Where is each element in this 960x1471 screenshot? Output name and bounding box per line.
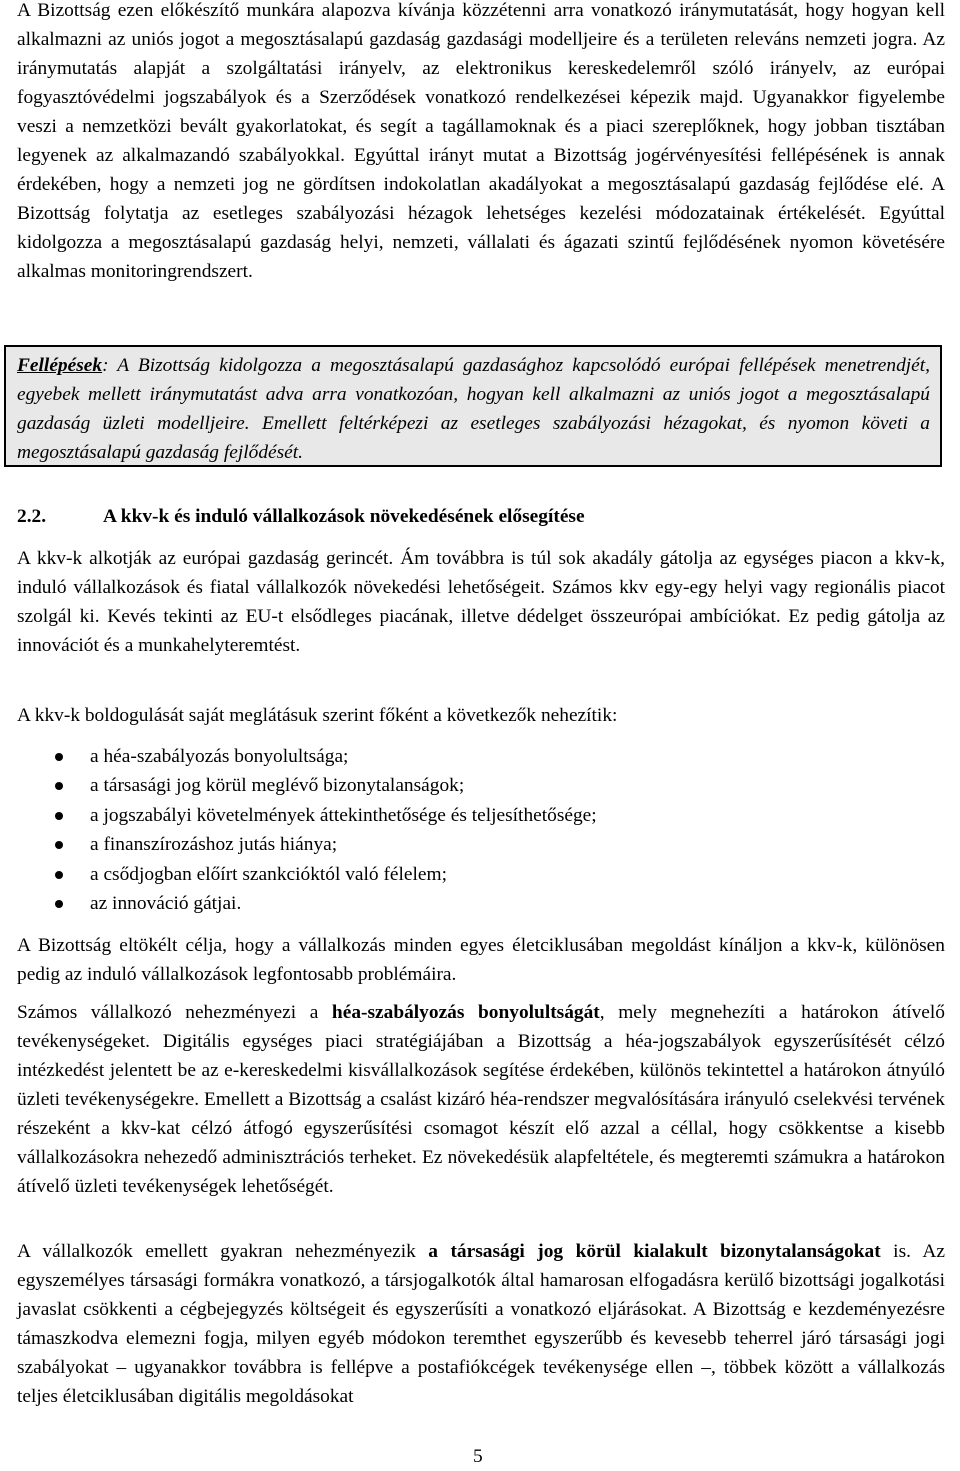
company-law-paragraph: A vállalkozók emellett gyakran nehezményezik a társasági jog körül kialakult bizonytalanságokat is. Az egyszemélyes társasági formákra vonatkozó, a társjogalkotók által hamarosan elfogadásra kerülő bizottsági jogalkotási javaslat csökkenti a cégbejegyzés költségeit és egyszerűsíti a vonatkozó eljárásokat. A Bizottság e kezdeményezésre támaszkodva elemezni fogja, milyen egyéb módokon teremthet egyszerűbb és kevesebb teherrel járó társasági jogi szabályokat – ugyanakkor továbbra is fellépve a postafiókcégek tevékenysége ellen –, többek között a vállalkozás teljes életciklusában digitális megoldásokat — [17, 1241, 945, 1407]
actions-label: Fellépések — [17, 355, 103, 376]
bullet-icon — [55, 900, 63, 908]
sme-paragraph: A kkv-k alkotják az európai gazdaság gerincét. Ám továbbra is túl sok akadály gátolja az egységes piacon a kkv-k, induló vállalkozások és fiatal vállalkozók növekedési lehetőségeit. Számos kkv egy-egy helyi vagy regionális piacot szolgál ki. Kevés tekinti az EU-t elsődleges piacának, illetve dédelget összeurópai ambíciókat. Ez pedig gátolja az innovációt és a munkahelyteremtést. — [17, 548, 945, 656]
list-item: a társasági jog körül meglévő bizonytalanságok; — [17, 771, 597, 800]
bullet-icon — [55, 841, 63, 849]
bullet-icon — [55, 871, 63, 879]
intro-paragraph: A Bizottság ezen előkészítő munkára alapozva kívánja közzétenni arra vonatkozó iránymutatását, hogy hogyan kell alkalmazni az uniós jogot a megosztásalapú gazdaság gazdasági modelljeire és a területen releváns nemzeti jogra. Az iránymutatás alapját a szolgáltatási irányelv, az elektronikus kereskedelemről szóló irányelv, az európai fogyasztóvédelmi jogszabályok és a Szerződések vonatkozó rendelkezései képezik majd. Ugyanakkor figyelembe veszi a nemzetközi bevált gyakorlatokat, és segít a tagállamoknak és a piaci szereplőknek, hogy jobban tisztában legyenek az alkalmazandó szabályokkal. Egyúttal irányt mutat a Bizottság jogérvényesítési fellépésének is annak érdekében, hogy a nemzeti jog ne gördítsen indokolatlan akadályokat a megosztásalapú gazdaság fejlődése elé. A Bizottság folytatja az esetleges szabályozási hézagok lehetséges kezelési módozatainak értékelését. Egyúttal kidolgozza a megosztásalapú gazdaság helyi, nemzeti, vállalati és ágazati szintű fejlődésének nyomon követésére alkalmas monitoringrendszert. — [17, 0, 945, 282]
bullet-icon — [55, 812, 63, 820]
section-number: 2.2. — [17, 506, 47, 527]
list-item: a héa-szabályozás bonyolultsága; — [17, 742, 597, 771]
section-title: A kkv-k és induló vállalkozások növekedésének elősegítése — [103, 506, 585, 527]
page-number: 5 — [473, 1446, 483, 1467]
list-item: a finanszírozáshoz jutás hiánya; — [17, 830, 597, 859]
list-item: az innováció gátjai. — [17, 889, 597, 918]
vat-paragraph: Számos vállalkozó nehezményezi a héa-szabályozás bonyolultságát, mely megnehezíti a határokon átívelő tevékenységeket. Digitális egységes piaci stratégiájában a Bizottság a héa-jogszabályok egyszerűsítését célzó intézkedést jelentett be az e-kereskedelmi kisvállalkozások segítése érdekében, különös tekintettel a határokon átnyúló üzleti tevékenységekre. Emellett a Bizottság a csalást kizáró héa-rendszer megvalósítására irányuló cselekvési tervének részeként a kkv-kat célzó átfogó egyszerűsítési csomagot készít elő azzal a céllal, hogy csökkentse a kisebb vállalkozásokra nehezedő adminisztrációs terheket. Ez növekedésük alapfeltétele, és megteremti számukra a határokon átívelő üzleti tevékenységek lehetőségét. — [17, 1002, 945, 1197]
list-item: a csődjogban előírt szankcióktól való félelem; — [17, 860, 597, 889]
list-item: a jogszabályi követelmények áttekinthetősége és teljesíthetősége; — [17, 801, 597, 830]
obstacles-intro: A kkv-k boldogulását saját meglátásuk szerint főként a következők nehezítik: — [17, 705, 618, 726]
actions-box — [4, 345, 942, 467]
obstacles-list — [17, 742, 597, 918]
vat-emphasis: héa-szabályozás bonyolultságát — [331, 1002, 600, 1023]
actions-text — [17, 351, 930, 467]
bullet-icon — [55, 782, 63, 790]
section-heading — [17, 506, 585, 528]
actions-body: : A Bizottság kidolgozza a megosztásalapú gazdasághoz kapcsolódó európai fellépések menetrendjét, egyebek mellett iránymutatást adva arra vonatkozóan, hogyan kell alkalmazni az uniós jogot a megosztásalapú gazdaság üzleti modelljeire. Emellett feltérképezi az esetleges szabályozási hézagokat, és nyomon követi a megosztásalapú gazdaság fejlődését. — [17, 355, 930, 463]
goal-paragraph: A Bizottság eltökélt célja, hogy a vállalkozás minden egyes életciklusában megoldást kínáljon a kkv-k, különösen pedig az induló vállalkozások legfontosabb problémáira. — [17, 935, 945, 985]
company-law-emphasis: a társasági jog körül kialakult bizonytalanságokat — [428, 1241, 881, 1262]
bullet-icon — [55, 753, 63, 761]
